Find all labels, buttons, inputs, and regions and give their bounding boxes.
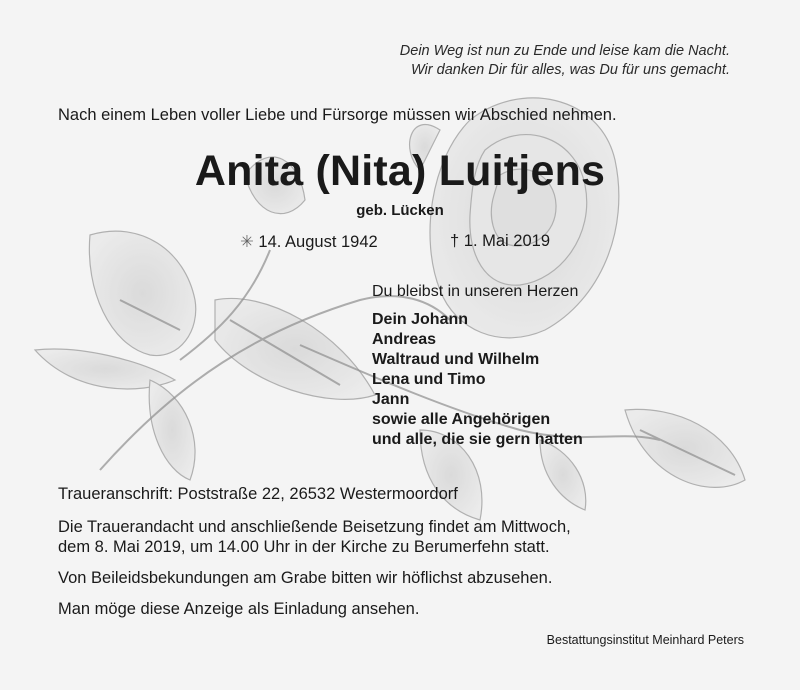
condolence-request: Von Beileidsbekundungen am Grabe bitten wir höflichst abzusehen.	[58, 569, 553, 587]
family-member: und alle, die sie gern hatten	[372, 431, 583, 448]
birth-name: geb. Lücken	[356, 202, 444, 219]
undertaker-name: Bestattungsinstitut Meinhard Peters	[546, 633, 744, 647]
family-member: sowie alle Angehörigen	[372, 411, 551, 428]
service-info: dem 8. Mai 2019, um 14.00 Uhr in der Kirche zu Berumerfehn statt.	[58, 538, 550, 556]
invitation-note: Man möge diese Anzeige als Einladung ansehen.	[58, 600, 420, 618]
poem-line: Dein Weg ist nun zu Ende und leise kam die Nacht.	[399, 43, 730, 59]
family-member: Dein Johann	[372, 311, 469, 328]
remembrance-text: Du bleibst in unseren Herzen	[372, 283, 579, 300]
mourning-address: Traueranschrift: Poststraße 22, 26532 Westermoordorf	[58, 485, 458, 503]
poem-line: Wir danken Dir für alles, was Du für uns gemacht.	[411, 62, 730, 78]
family-member: Lena und Timo	[372, 371, 486, 388]
intro-text: Nach einem Leben voller Liebe und Fürsorge müssen wir Abschied nehmen.	[58, 106, 617, 124]
death-date-value: 1. Mai 2019	[463, 232, 551, 250]
birth-symbol-icon: ✳	[240, 233, 254, 251]
deceased-name: Anita (Nita) Luitjens	[194, 147, 606, 195]
family-member: Waltraud und Wilhelm	[372, 351, 540, 368]
family-member: Jann	[372, 391, 410, 408]
birth-date	[240, 232, 378, 252]
service-info: Die Trauerandacht und anschließende Beisetzung findet am Mittwoch,	[58, 518, 571, 536]
death-date	[450, 232, 550, 251]
family-member: Andreas	[372, 331, 437, 348]
cross-icon: †	[450, 232, 460, 250]
birth-date-value: 14. August 1942	[258, 233, 378, 251]
